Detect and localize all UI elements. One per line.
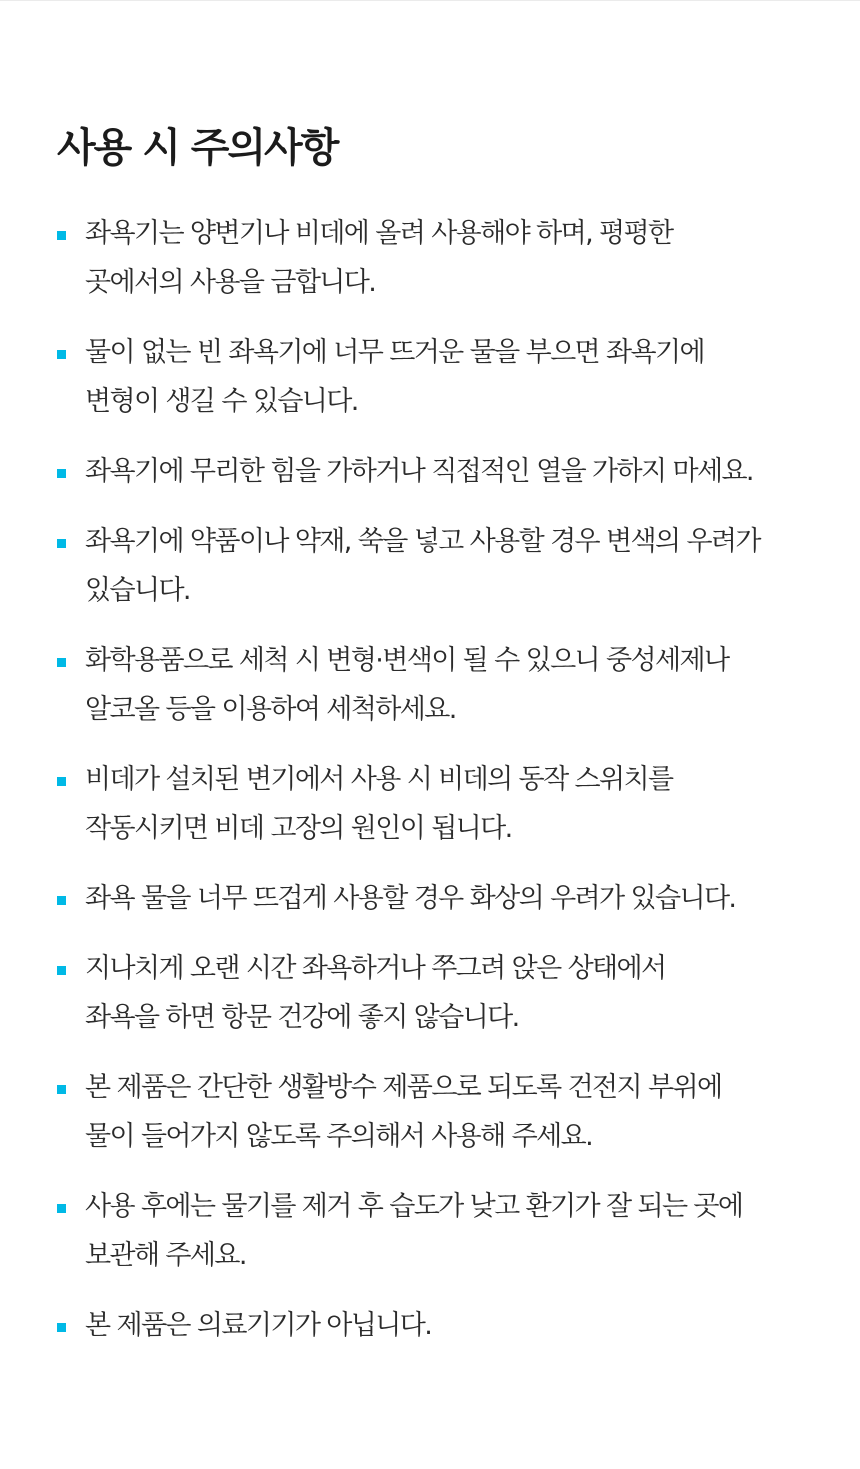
- page-title: 사용 시 주의사항: [57, 125, 338, 171]
- item-text-line-2: 물이 들어가지 않도록 주의해서 사용해 주세요.: [85, 1121, 593, 1152]
- square-bullet-icon: [57, 658, 66, 667]
- square-bullet-icon: [57, 777, 66, 786]
- item-text-line-2: 있습니다.: [85, 575, 190, 606]
- list-item: [57, 1301, 817, 1350]
- square-bullet-icon: [57, 231, 66, 240]
- list-item: [57, 636, 817, 734]
- item-text-line-1: 물이 없는 빈 좌욕기에 너무 뜨거운 물을 부으면 좌욕기에: [85, 337, 704, 368]
- list-item: [57, 755, 817, 853]
- square-bullet-icon: [57, 966, 66, 975]
- item-text-line-2: 변형이 생길 수 있습니다.: [85, 386, 358, 417]
- list-item: [57, 1182, 817, 1280]
- item-text-line-1: 좌욕기는 양변기나 비데에 올려 사용해야 하며, 평평한: [85, 218, 673, 249]
- square-bullet-icon: [57, 896, 66, 905]
- square-bullet-icon: [57, 1323, 66, 1332]
- item-text-line-1: 본 제품은 의료기기가 아닙니다.: [85, 1310, 432, 1341]
- item-text-line-1: 화학용품으로 세척 시 변형·변색이 될 수 있으니 중성세제나: [85, 645, 729, 676]
- item-text-line-1: 좌욕기에 약품이나 약재, 쑥을 넣고 사용할 경우 변색의 우려가: [85, 526, 760, 557]
- list-item: [57, 209, 817, 307]
- item-text-line-1: 좌욕 물을 너무 뜨겁게 사용할 경우 화상의 우려가 있습니다.: [85, 883, 736, 914]
- caution-list: [57, 209, 817, 1350]
- list-item: [57, 447, 817, 496]
- item-text-line-1: 좌욕기에 무리한 힘을 가하거나 직접적인 열을 가하지 마세요.: [85, 456, 753, 487]
- item-text-line-2: 곳에서의 사용을 금합니다.: [85, 267, 376, 298]
- list-item: [57, 944, 817, 1042]
- list-item: [57, 517, 817, 615]
- square-bullet-icon: [57, 350, 66, 359]
- item-text-line-1: 지나치게 오랜 시간 좌욕하거나 쭈그려 앉은 상태에서: [85, 953, 666, 984]
- item-text-line-1: 본 제품은 간단한 생활방수 제품으로 되도록 건전지 부위에: [85, 1072, 722, 1103]
- top-divider: [0, 0, 860, 1]
- list-item: [57, 328, 817, 426]
- list-item: [57, 874, 817, 923]
- item-text-line-1: 사용 후에는 물기를 제거 후 습도가 낮고 환기가 잘 되는 곳에: [85, 1191, 743, 1222]
- item-text-line-2: 작동시키면 비데 고장의 원인이 됩니다.: [85, 813, 512, 844]
- caution-section: [57, 122, 817, 1371]
- item-text-line-2: 보관해 주세요.: [85, 1240, 246, 1271]
- square-bullet-icon: [57, 539, 66, 548]
- square-bullet-icon: [57, 1085, 66, 1094]
- item-text-line-1: 비데가 설치된 변기에서 사용 시 비데의 동작 스위치를: [85, 764, 673, 795]
- list-item: [57, 1063, 817, 1161]
- square-bullet-icon: [57, 469, 66, 478]
- item-text-line-2: 좌욕을 하면 항문 건강에 좋지 않습니다.: [85, 1002, 519, 1033]
- item-text-line-2: 알코올 등을 이용하여 세척하세요.: [85, 694, 456, 725]
- square-bullet-icon: [57, 1204, 66, 1213]
